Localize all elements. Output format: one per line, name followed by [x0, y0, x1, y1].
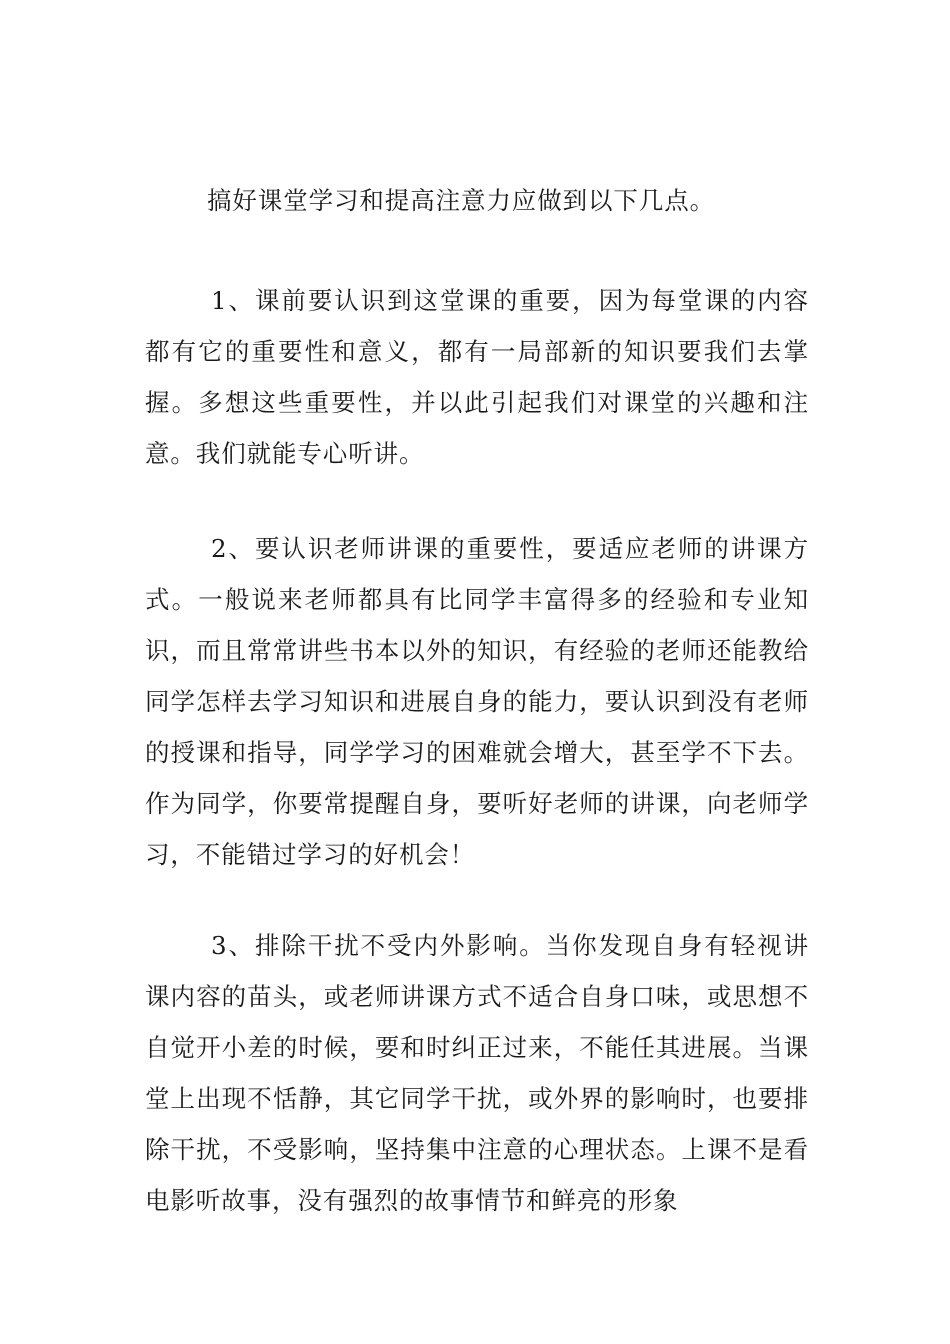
paragraph-3: 3、排除干扰不受内外影响。当你发现自身有轻视讲课内容的苗头，或老师讲课方式不适合自身口味，或思想不自觉开小差的时候，要和时纠正过来，不能任其进展。当课堂上出现不恬静，其它同学干扰，或外界的影响时，也要排除干扰，不受影响，坚持集中注意的心理状态。上课不是看电影听故事，没有强烈的故事情节和鲜亮的形象 [145, 931, 809, 1215]
intro-paragraph: 搞好课堂学习和提高注意力应做到以下几点。 [207, 186, 715, 215]
paragraph-2: 2、要认识老师讲课的重要性，要适应老师的讲课方式。一般说来老师都具有比同学丰富得多的经验和专业知识，而且常常讲些书本以外的知识，有经验的老师还能教给同学怎样去学习知识和进展自身的能力，要认识到没有老师的授课和指导，同学学习的困难就会增大，甚至学不下去。作为同学，你要常提醒自身，要听好老师的讲课，向老师学习，不能错过学习的好机会！ [145, 534, 809, 869]
paragraph-1: 1、课前要认识到这堂课的重要，因为每堂课的内容都有它的重要性和意义，都有一局部新的知识要我们去掌握。多想这些重要性，并以此引起我们对课堂的兴趣和注意。我们就能专心听讲。 [145, 286, 809, 468]
